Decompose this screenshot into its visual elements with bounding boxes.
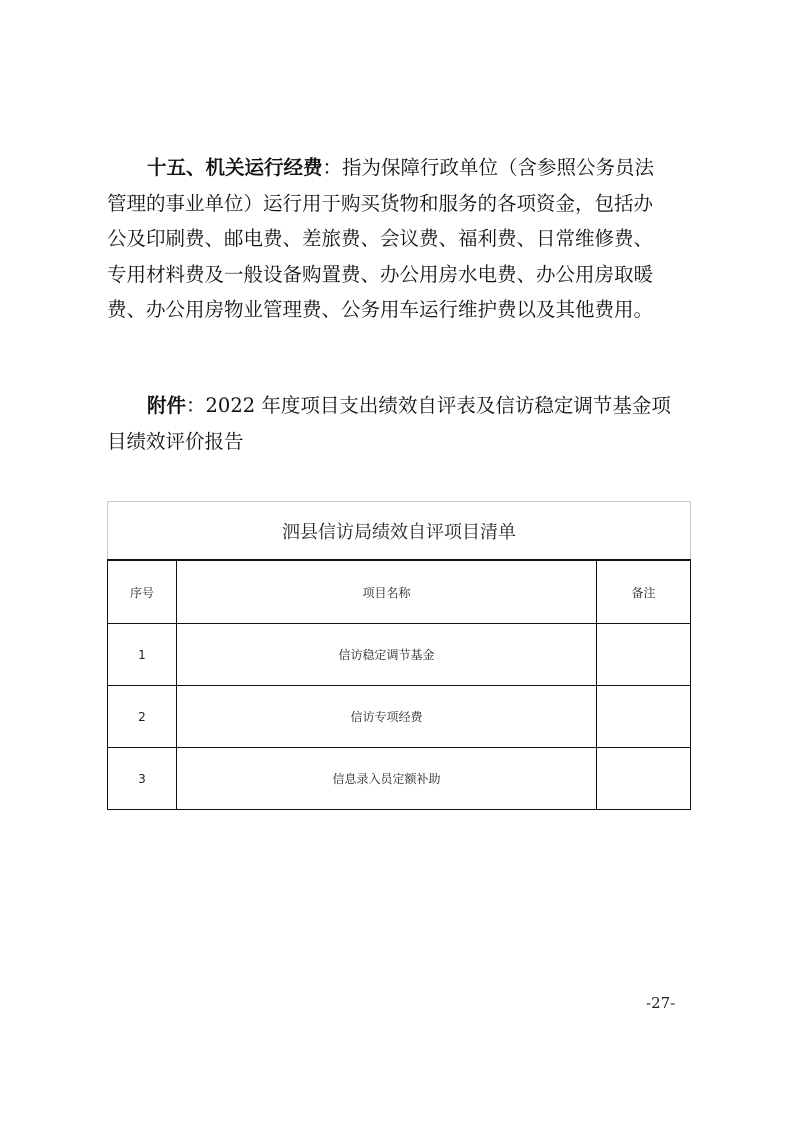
attachment-paragraph: [107, 388, 689, 459]
row-index: 2: [108, 686, 177, 748]
header-remark: 备注: [597, 560, 691, 624]
section-15-line-4: 专用材料费及一般设备购置费、办公用房水电费、办公用房取暖: [107, 262, 654, 286]
row-index: 1: [108, 624, 177, 686]
header-index: 序号: [108, 560, 177, 624]
section-15-line-3: 公及印刷费、邮电费、差旅费、会议费、福利费、日常维修费、: [107, 227, 654, 250]
row-project-name: 信息录入员定额补助: [177, 748, 597, 810]
section-15-heading: 十五、机关运行经费: [147, 156, 323, 179]
section-15-paragraph: [107, 150, 689, 328]
row-project-name: 信访稳定调节基金: [177, 624, 597, 686]
section-15-line-2: 管理的事业单位）运行用于购买货物和服务的各项资金，包括办: [107, 191, 654, 215]
attachment-line-2: 目绩效评价报告: [107, 429, 244, 453]
table-header-row: [108, 560, 691, 624]
table-row: [108, 624, 691, 686]
header-project-name: 项目名称: [177, 560, 597, 624]
table-row: [108, 748, 691, 810]
row-remark: [597, 748, 691, 810]
section-15-line-5: 费、办公用房物业管理费、公务用车运行维护费以及其他费用。: [107, 298, 654, 321]
row-remark: [597, 686, 691, 748]
section-15-line-1: 十五、机关运行经费：指为保障行政单位（含参照公务员法: [147, 156, 655, 179]
row-project-name: 信访专项经费: [177, 686, 597, 748]
row-index: 3: [108, 748, 177, 810]
row-remark: [597, 624, 691, 686]
table-caption: 泗县信访局绩效自评项目清单: [108, 502, 691, 561]
page-number: -27-: [646, 994, 676, 1012]
attachment-label: 附件: [147, 394, 187, 417]
attachment-line-1: 附件：2022 年度项目支出绩效自评表及信访稳定调节基金项: [147, 394, 671, 417]
project-list-table: [107, 501, 691, 810]
table-row: [108, 686, 691, 748]
